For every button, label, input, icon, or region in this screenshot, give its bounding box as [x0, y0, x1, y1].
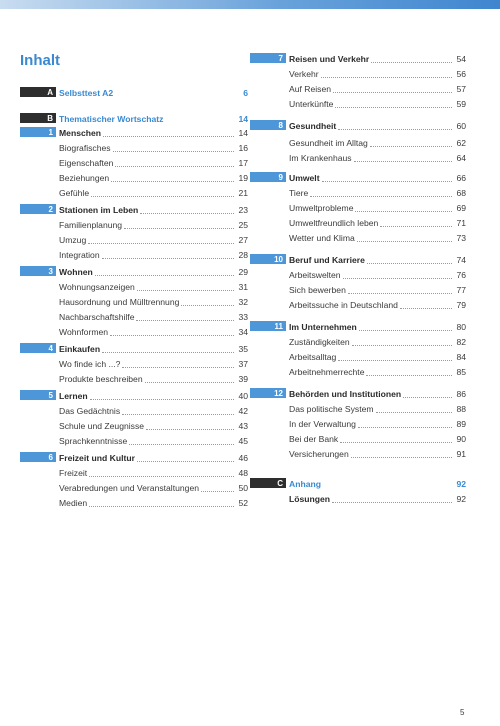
entry-page-number: 37 [238, 358, 248, 369]
dot-leader [321, 68, 452, 78]
dot-leader [335, 98, 452, 108]
toc-subentry [20, 171, 248, 184]
entry-label: Produkte beschreiben [59, 373, 143, 384]
toc-subentry [250, 402, 466, 415]
entry-page-number: 35 [238, 343, 248, 354]
toc-subentry [20, 218, 248, 231]
dot-leader [376, 403, 452, 413]
dot-leader [95, 266, 234, 276]
dot-leader [352, 336, 452, 346]
toc-subentry [250, 186, 466, 199]
toc-section-entry [20, 389, 248, 402]
toc-section-entry [20, 203, 248, 216]
toc-subentry [250, 136, 466, 149]
entry-label: Verkehr [289, 68, 319, 79]
entry-page-number: 34 [238, 326, 248, 337]
entry-label: Bei der Bank [289, 433, 339, 444]
entry-page-number: 14 [238, 127, 248, 138]
entry-page-number: 29 [238, 266, 248, 277]
section-badge: 12 [250, 388, 286, 398]
section-badge: 10 [250, 254, 286, 264]
toc-subentry [250, 231, 466, 244]
toc-subentry [20, 141, 248, 154]
dot-leader [89, 467, 234, 477]
section-badge: 5 [20, 390, 56, 400]
toc-subentry [20, 280, 248, 293]
section-badge: 7 [250, 53, 286, 63]
entry-label: Sich bewerben [289, 284, 346, 295]
entry-label: Wetter und Klima [289, 232, 355, 243]
entry-page-number: 48 [238, 467, 248, 478]
dot-leader [111, 172, 234, 182]
toc-subentry [250, 447, 466, 460]
entry-label: Arbeitssuche in Deutschland [289, 299, 398, 310]
dot-leader [91, 187, 234, 197]
dot-leader [340, 433, 452, 443]
toc-subentry [250, 67, 466, 80]
toc-subentry [250, 283, 466, 296]
dot-leader [89, 497, 234, 507]
entry-page-number: 33 [238, 311, 248, 322]
section-badge: 1 [20, 127, 56, 137]
toc-subentry [20, 186, 248, 199]
entry-label: Im Unternehmen [289, 321, 357, 332]
entry-label: Reisen und Verkehr [289, 53, 370, 64]
entry-page-number: 45 [238, 435, 248, 446]
entry-label: Lösungen [289, 493, 331, 504]
toc-subentry [20, 156, 248, 169]
entry-page-number: 16 [238, 142, 248, 153]
entry-label: Gesundheit [289, 120, 337, 131]
entry-page-number: 64 [456, 152, 466, 163]
dot-leader [124, 219, 234, 229]
dot-leader [332, 493, 452, 503]
entry-page-number: 54 [456, 53, 466, 64]
entry-page-number: 25 [238, 219, 248, 230]
entry-label: Verabredungen und Veranstaltungen [59, 482, 200, 493]
dot-leader [403, 388, 452, 398]
toc-subentry [20, 310, 248, 323]
dot-leader [359, 321, 452, 331]
entry-page-number: 79 [456, 299, 466, 310]
entry-page-number: 32 [238, 296, 248, 307]
entry-label: Anhang [289, 478, 321, 489]
entry-label: Wohnungsanzeigen [59, 281, 135, 292]
section-badge: C [250, 478, 286, 488]
toc-section-entry [250, 387, 466, 400]
entry-label: Freizeit und Kultur [59, 452, 135, 463]
toc-section-entry [250, 52, 466, 65]
entry-page-number: 23 [238, 204, 248, 215]
entry-page-number: 17 [238, 157, 248, 168]
entry-page-number: 19 [238, 172, 248, 183]
entry-label: Arbeitswelten [289, 269, 341, 280]
entry-label: Stationen im Leben [59, 204, 139, 215]
dot-leader [140, 204, 234, 214]
dot-leader [357, 232, 452, 242]
section-badge: B [20, 113, 56, 123]
entry-page-number: 82 [456, 336, 466, 347]
entry-label: Gesundheit im Alltag [289, 137, 368, 148]
entry-page-number: 43 [238, 420, 248, 431]
section-badge: 11 [250, 321, 286, 331]
entry-label: Eigenschaften [59, 157, 114, 168]
entry-page-number: 66 [456, 172, 466, 183]
section-badge: 6 [20, 452, 56, 462]
entry-label: Lernen [59, 390, 88, 401]
toc-subentry [20, 357, 248, 370]
toc-section-entry [20, 451, 248, 464]
dot-leader [354, 152, 452, 162]
dot-leader [343, 269, 452, 279]
dot-leader [122, 405, 234, 415]
dot-leader [351, 448, 452, 458]
entry-label: Auf Reisen [289, 83, 332, 94]
dot-leader [145, 373, 234, 383]
entry-label: Beruf und Karriere [289, 254, 365, 265]
entry-page-number: 80 [456, 321, 466, 332]
dot-leader [110, 326, 234, 336]
toc-subentry [20, 248, 248, 261]
toc-section-entry [250, 477, 466, 490]
entry-page-number: 92 [456, 493, 466, 504]
entry-label: Umzug [59, 234, 87, 245]
dot-leader [380, 217, 452, 227]
entry-label: Arbeitnehmerrechte [289, 366, 365, 377]
entry-page-number: 50 [238, 482, 248, 493]
toc-subentry [250, 201, 466, 214]
toc-subentry [250, 365, 466, 378]
entry-page-number: 84 [456, 351, 466, 362]
entry-page-number: 57 [456, 83, 466, 94]
entry-page-number: 86 [456, 388, 466, 399]
toc-subentry [20, 419, 248, 432]
toc-subentry [250, 151, 466, 164]
dot-leader [88, 234, 234, 244]
section-badge: 3 [20, 266, 56, 276]
entry-page-number: 77 [456, 284, 466, 295]
entry-page-number: 85 [456, 366, 466, 377]
dot-leader [355, 202, 452, 212]
entry-page-number: 40 [238, 390, 248, 401]
entry-label: Unterkünfte [289, 98, 334, 109]
dot-leader [137, 281, 234, 291]
dot-leader [371, 53, 452, 63]
entry-label: Schule und Zeugnisse [59, 420, 145, 431]
toc-section-entry [250, 253, 466, 266]
entry-label: Wohnen [59, 266, 93, 277]
entry-label: Freizeit [59, 467, 88, 478]
entry-page-number: 92 [456, 478, 466, 489]
dot-leader [367, 254, 452, 264]
dot-leader [122, 358, 234, 368]
toc-subentry [250, 350, 466, 363]
dot-leader [348, 284, 452, 294]
dot-leader [90, 390, 234, 400]
entry-label: Zuständigkeiten [289, 336, 350, 347]
entry-label: Menschen [59, 127, 102, 138]
entry-page-number: 56 [456, 68, 466, 79]
entry-label: Wohnformen [59, 326, 109, 337]
toc-section-entry [20, 86, 248, 99]
entry-label: Einkaufen [59, 343, 101, 354]
toc-subentry [20, 233, 248, 246]
toc-subentry [20, 404, 248, 417]
entry-page-number: 62 [456, 137, 466, 148]
entry-label: Medien [59, 497, 88, 508]
dot-leader [102, 343, 234, 353]
dot-leader [115, 157, 234, 167]
entry-page-number: 14 [238, 113, 248, 124]
entry-page-number: 31 [238, 281, 248, 292]
entry-page-number: 59 [456, 98, 466, 109]
toc-subentry [20, 434, 248, 447]
entry-label: Selbsttest A2 [59, 87, 114, 98]
entry-page-number: 21 [238, 187, 248, 198]
entry-page-number: 60 [456, 120, 466, 131]
entry-page-number: 42 [238, 405, 248, 416]
entry-page-number: 69 [456, 202, 466, 213]
entry-page-number: 46 [238, 452, 248, 463]
entry-label: Biografisches [59, 142, 111, 153]
toc-subentry [20, 466, 248, 479]
section-badge: 2 [20, 204, 56, 214]
entry-label: Wo finde ich ...? [59, 358, 121, 369]
toc-section-entry [20, 126, 248, 139]
dot-leader [338, 351, 452, 361]
dot-leader [400, 299, 452, 309]
dot-leader [137, 452, 234, 462]
dot-leader [136, 311, 234, 321]
dot-leader [322, 172, 452, 182]
page-number: 5 [460, 708, 465, 717]
dot-leader [181, 296, 234, 306]
entry-page-number: 89 [456, 418, 466, 429]
toc-section-entry [250, 119, 466, 132]
toc-section-entry [20, 342, 248, 355]
top-color-band [0, 0, 500, 9]
entry-label: Hausordnung und Mülltrennung [59, 296, 180, 307]
dot-leader [146, 420, 234, 430]
toc-subentry [20, 372, 248, 385]
entry-label: Nachbarschaftshilfe [59, 311, 135, 322]
dot-leader [370, 137, 452, 147]
dot-leader [358, 418, 452, 428]
dot-leader [366, 366, 452, 376]
entry-label: Gefühle [59, 187, 90, 198]
entry-page-number: 88 [456, 403, 466, 414]
toc-subentry [250, 335, 466, 348]
entry-label: Arbeitsalltag [289, 351, 337, 362]
dot-leader [102, 249, 234, 259]
toc-subentry [250, 432, 466, 445]
page-title: Inhalt [20, 52, 60, 69]
toc-section-entry [250, 320, 466, 333]
toc-subentry [250, 216, 466, 229]
dot-leader [113, 142, 234, 152]
dot-leader [103, 127, 234, 137]
entry-label: In der Verwaltung [289, 418, 356, 429]
toc-subentry [20, 496, 248, 509]
dot-leader [310, 187, 452, 197]
entry-page-number: 73 [456, 232, 466, 243]
entry-page-number: 52 [238, 497, 248, 508]
entry-page-number: 71 [456, 217, 466, 228]
entry-page-number: 74 [456, 254, 466, 265]
entry-label: Das Gedächtnis [59, 405, 121, 416]
dot-leader [201, 482, 234, 492]
toc-section-entry [250, 171, 466, 184]
entry-label: Umweltfreundlich leben [289, 217, 379, 228]
entry-page-number: 76 [456, 269, 466, 280]
toc-subentry [250, 417, 466, 430]
section-badge: 9 [250, 172, 286, 182]
entry-page-number: 6 [243, 87, 248, 98]
toc-subentry [250, 82, 466, 95]
entry-page-number: 91 [456, 448, 466, 459]
toc-subentry [250, 97, 466, 110]
entry-page-number: 28 [238, 249, 248, 260]
section-badge: 4 [20, 343, 56, 353]
entry-label: Thematischer Wortschatz [59, 113, 164, 124]
entry-label: Umwelt [289, 172, 320, 183]
toc-subentry [20, 325, 248, 338]
entry-label: Versicherungen [289, 448, 349, 459]
section-badge: A [20, 87, 56, 97]
toc-subentry [250, 268, 466, 281]
toc-subentry [250, 298, 466, 311]
entry-label: Im Krankenhaus [289, 152, 352, 163]
entry-page-number: 27 [238, 234, 248, 245]
dot-leader [338, 120, 452, 130]
toc-section-entry [20, 265, 248, 278]
dot-leader [129, 435, 234, 445]
entry-label: Sprachkenntnisse [59, 435, 128, 446]
entry-label: Das politische System [289, 403, 374, 414]
toc-subentry [250, 492, 466, 505]
toc-subentry [20, 295, 248, 308]
entry-label: Integration [59, 249, 100, 260]
entry-page-number: 90 [456, 433, 466, 444]
entry-label: Umweltprobleme [289, 202, 354, 213]
entry-label: Familienplanung [59, 219, 123, 230]
toc-section-entry [20, 112, 248, 125]
dot-leader [333, 83, 452, 93]
entry-page-number: 68 [456, 187, 466, 198]
entry-label: Beziehungen [59, 172, 110, 183]
entry-page-number: 39 [238, 373, 248, 384]
section-badge: 8 [250, 120, 286, 130]
toc-subentry [20, 481, 248, 494]
entry-label: Tiere [289, 187, 309, 198]
entry-label: Behörden und Institutionen [289, 388, 402, 399]
